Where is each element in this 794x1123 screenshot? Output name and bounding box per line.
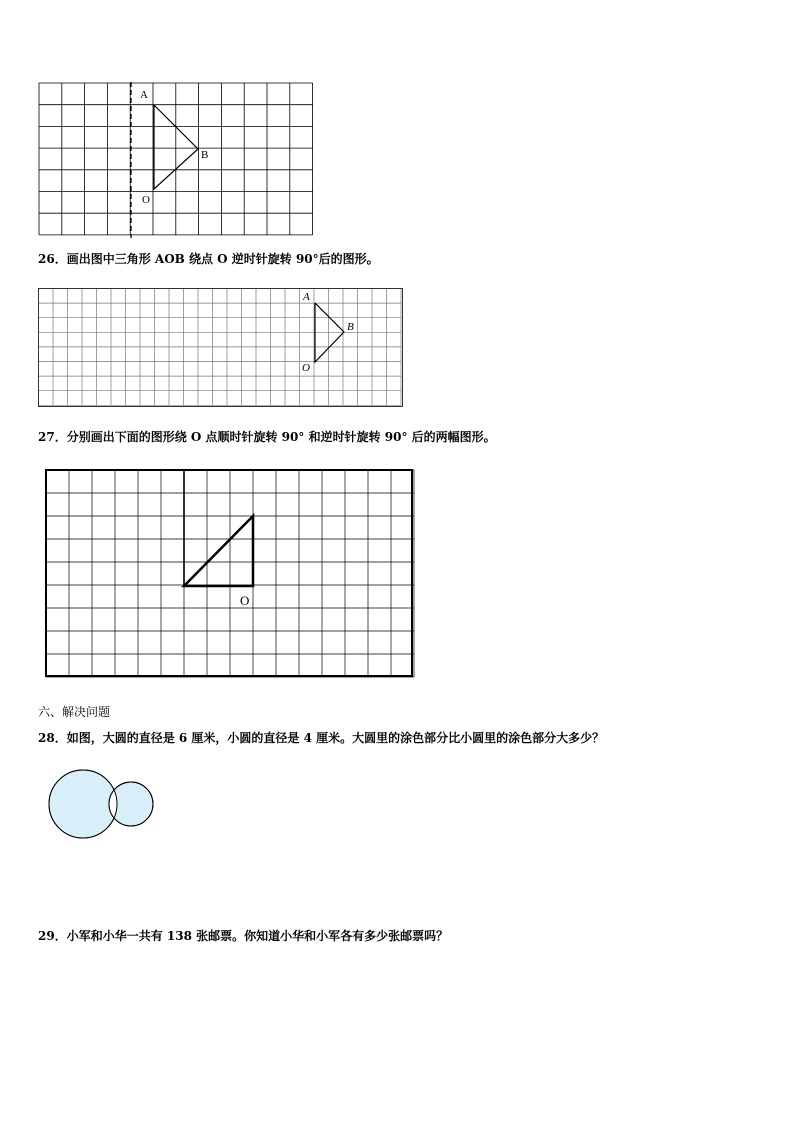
question-27-text: 27．分别画出下面的图形绕 O 点顺时针旋转 90° 和逆时针旋转 90° 后的两幅图形。: [38, 430, 496, 444]
right-triangle-q27: [184, 516, 253, 586]
figure1-label-a: A: [140, 89, 148, 101]
figure1-label-b: B: [201, 149, 209, 161]
question-29-text: 29．小军和小华一共有 138 张邮票。你知道小华和小军各有多少张邮票吗？: [38, 929, 449, 943]
circles-figure: [44, 766, 160, 844]
question-28-text: 28．如图，大圆的直径是 6 厘米，小圆的直径是 4 厘米。大圆里的涂色部分比小圆里的涂色部分大多少？: [38, 731, 605, 745]
q26-label-b: B: [347, 321, 354, 333]
question-26-text: 26．画出图中三角形 AOB 绕点 O 逆时针旋转 90°后的图形。: [38, 252, 379, 266]
figure-2-grid: [38, 288, 404, 410]
section-6-heading: 六、解决问题: [38, 705, 111, 719]
figure1-label-o: O: [142, 194, 150, 206]
q26-label-a: A: [303, 291, 310, 303]
q26-label-o: O: [302, 362, 310, 374]
figure-1-grid: [38, 82, 314, 238]
q27-label-o: O: [240, 593, 250, 608]
figure-3-grid: [45, 469, 415, 679]
